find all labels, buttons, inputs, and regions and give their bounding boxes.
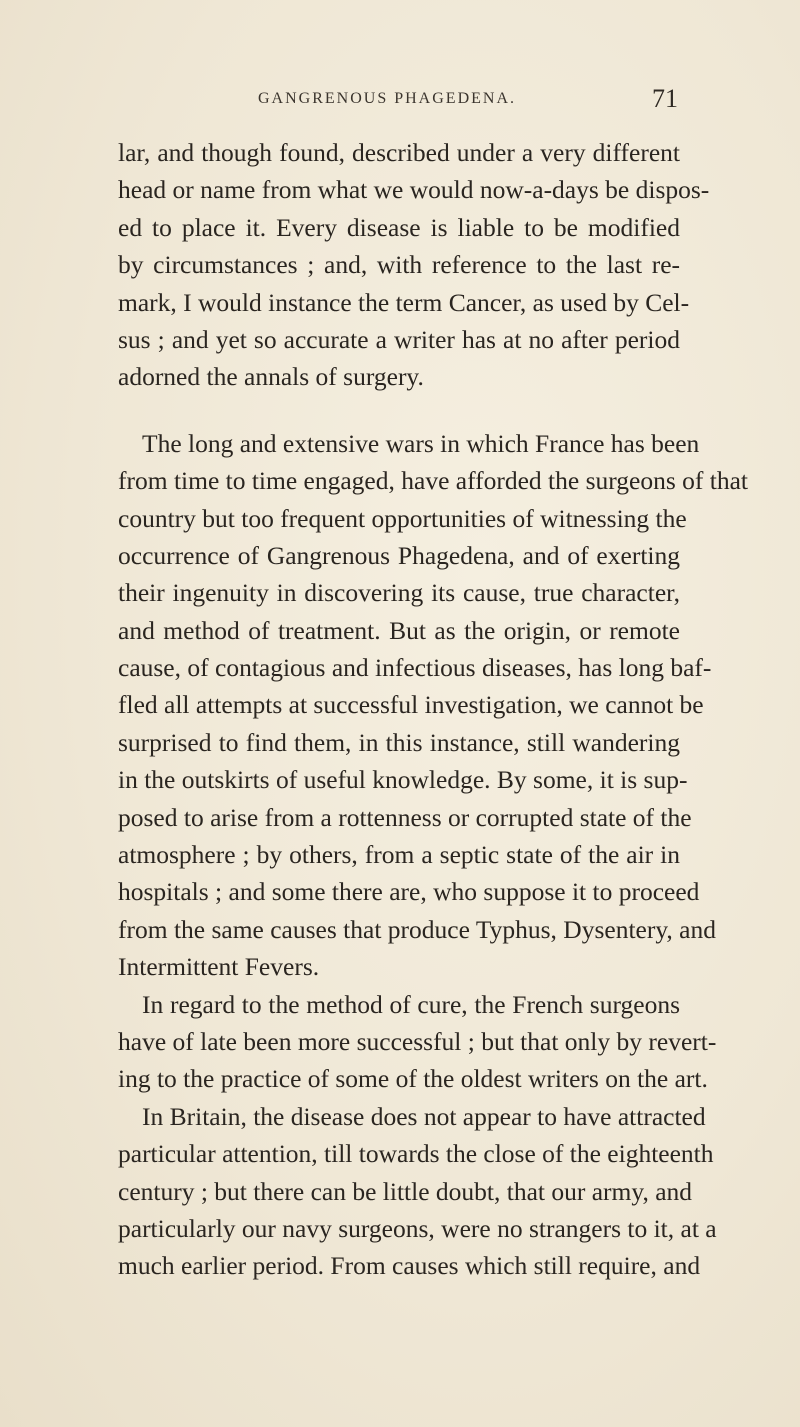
text-line: adorned the annals of surgery. xyxy=(118,362,424,392)
text-line: hospitals ; and some there are, who suppose it to proceed xyxy=(118,877,700,907)
text-line: and method of treatment. But as the origin, or remote xyxy=(118,615,680,645)
text-line: by circumstances ; and, with reference to the last re- xyxy=(118,250,680,280)
text-line: mark, I would instance the term Cancer, as used by Cel- xyxy=(118,287,690,317)
text-line: cause, of contagious and infectious diseases, has long baf- xyxy=(118,653,712,683)
text-line: much earlier period. From causes which still require, and xyxy=(118,1251,701,1281)
body-text xyxy=(118,134,748,1285)
paragraph-1 xyxy=(118,134,710,396)
paragraph-3 xyxy=(118,986,717,1098)
text-line: lar, and though found, described under a very different xyxy=(118,138,680,167)
text-line: country but too frequent opportunities of witnessing the xyxy=(118,503,687,533)
text-line: from time to time engaged, have afforded the surgeons of that xyxy=(118,466,748,496)
text-line: from the same causes that produce Typhus, Dysentery, and xyxy=(118,914,717,944)
text-line: head or name from what we would now-a-days be dispos- xyxy=(118,175,710,205)
text-line: atmosphere ; by others, from a septic state of the air in xyxy=(118,840,680,870)
text-line: The long and extensive wars in which France has been xyxy=(142,428,700,458)
text-line: ed to place it. Every disease is liable to be modified xyxy=(118,212,680,242)
text-line: fled all attempts at successful investigation, we cannot be xyxy=(118,690,704,720)
text-line: have of late been more successful ; but that only by revert- xyxy=(118,1026,717,1056)
text-line: posed to arise from a rottenness or corrupted state of the xyxy=(118,802,692,832)
text-line: particularly our navy surgeons, were no strangers to it, at a xyxy=(118,1213,717,1243)
page-number: 71 xyxy=(652,84,678,113)
text-line: century ; but there can be little doubt, that our army, and xyxy=(118,1176,693,1206)
text-line: In Britain, the disease does not appear to have attracted xyxy=(142,1101,706,1131)
paragraph-4 xyxy=(118,1098,717,1285)
running-head xyxy=(258,86,678,116)
text-line: their ingenuity in discovering its cause, true character, xyxy=(118,578,680,608)
text-line: particular attention, till towards the close of the eighteenth xyxy=(118,1139,714,1169)
text-line: occurrence of Gangrenous Phagedena, and of exerting xyxy=(118,540,680,570)
text-line: Intermittent Fevers. xyxy=(118,952,320,982)
text-line: sus ; and yet so accurate a writer has at no after period xyxy=(118,324,680,354)
text-line: surprised to find them, in this instance, still wandering xyxy=(118,727,680,757)
text-line: in the outskirts of useful knowledge. By some, it is sup- xyxy=(118,765,688,795)
paragraph-2 xyxy=(118,425,748,986)
text-line: ing to the practice of some of the oldest writers on the art. xyxy=(118,1064,708,1094)
text-line: In regard to the method of cure, the French surgeons xyxy=(142,989,680,1019)
running-title: GANGRENOUS PHAGEDENA. xyxy=(258,90,516,107)
